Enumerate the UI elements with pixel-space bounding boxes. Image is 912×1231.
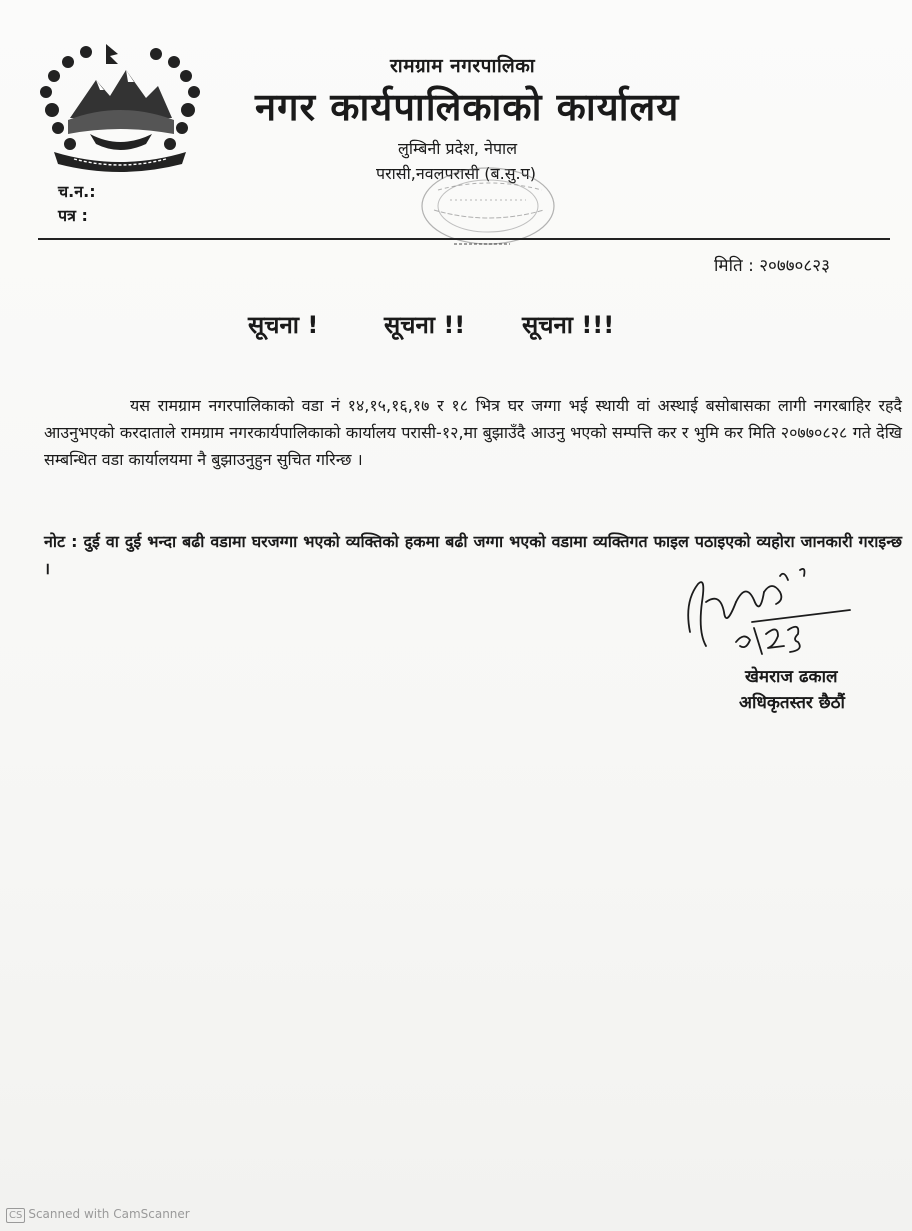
camscanner-badge: CS [6,1208,25,1223]
province-line: लुम्बिनी प्रदेश, नेपाल [398,139,518,158]
chalani-number-label: च.न.: [58,182,96,201]
notice-note: नोट : दुई वा दुई भन्दा बढी वडामा घरजग्गा भएको व्यक्तिको हकमा बढी जग्गा भएको वडामा व्यक्तिगत फाइल पठाइएको व्यहोरा जानकारी गराइन्छ । [44,532,902,578]
address-line: परासी,नवलपरासी (ब.सु.प) [376,164,536,183]
notice-body: यस रामग्राम नगरपालिकाको वडा नं १४,१५,१६,१७ र १८ भित्र घर जग्गा भई स्थायी वां अस्थाई बसोबासका लागी नगरबाहिर रहदै आउनुभएको करदाताले रामग्राम नगरकार्यपालिकाको कार्यालय परासी-१२,मा बुझाउँदै आउनु भएको सम्पत्ति कर र भुमि कर मिति २०७७०८२८ गते देखि सम्बन्धित वडा कार्यालयमा नै बुझाउनुहुन सुचित गरिन्छ । [44,396,902,469]
notice-heading-3: सूचना !!! [522,311,615,339]
header-divider [38,238,890,240]
notice-heading-1: सूचना ! [248,311,319,339]
signatory-name: खेमराज ढकाल [745,667,838,687]
scanner-watermark [6,1207,190,1223]
notice-heading-2: सूचना !! [384,311,466,339]
camscanner-text: Scanned with CamScanner [28,1207,190,1221]
handwritten-signature [680,562,860,662]
signatory-title: अधिकृतस्तर छैठौं [739,693,845,713]
municipality-name: रामग्राम नगरपालिका [390,55,536,77]
office-seal-stamp [414,166,564,254]
office-title: नगर कार्यपालिकाको कार्यालय [255,85,680,129]
nepal-emblem-icon [34,40,206,172]
letter-number-label: पत्र : [58,206,88,225]
issue-date: मिति : २०७७०८२३ [714,256,830,276]
